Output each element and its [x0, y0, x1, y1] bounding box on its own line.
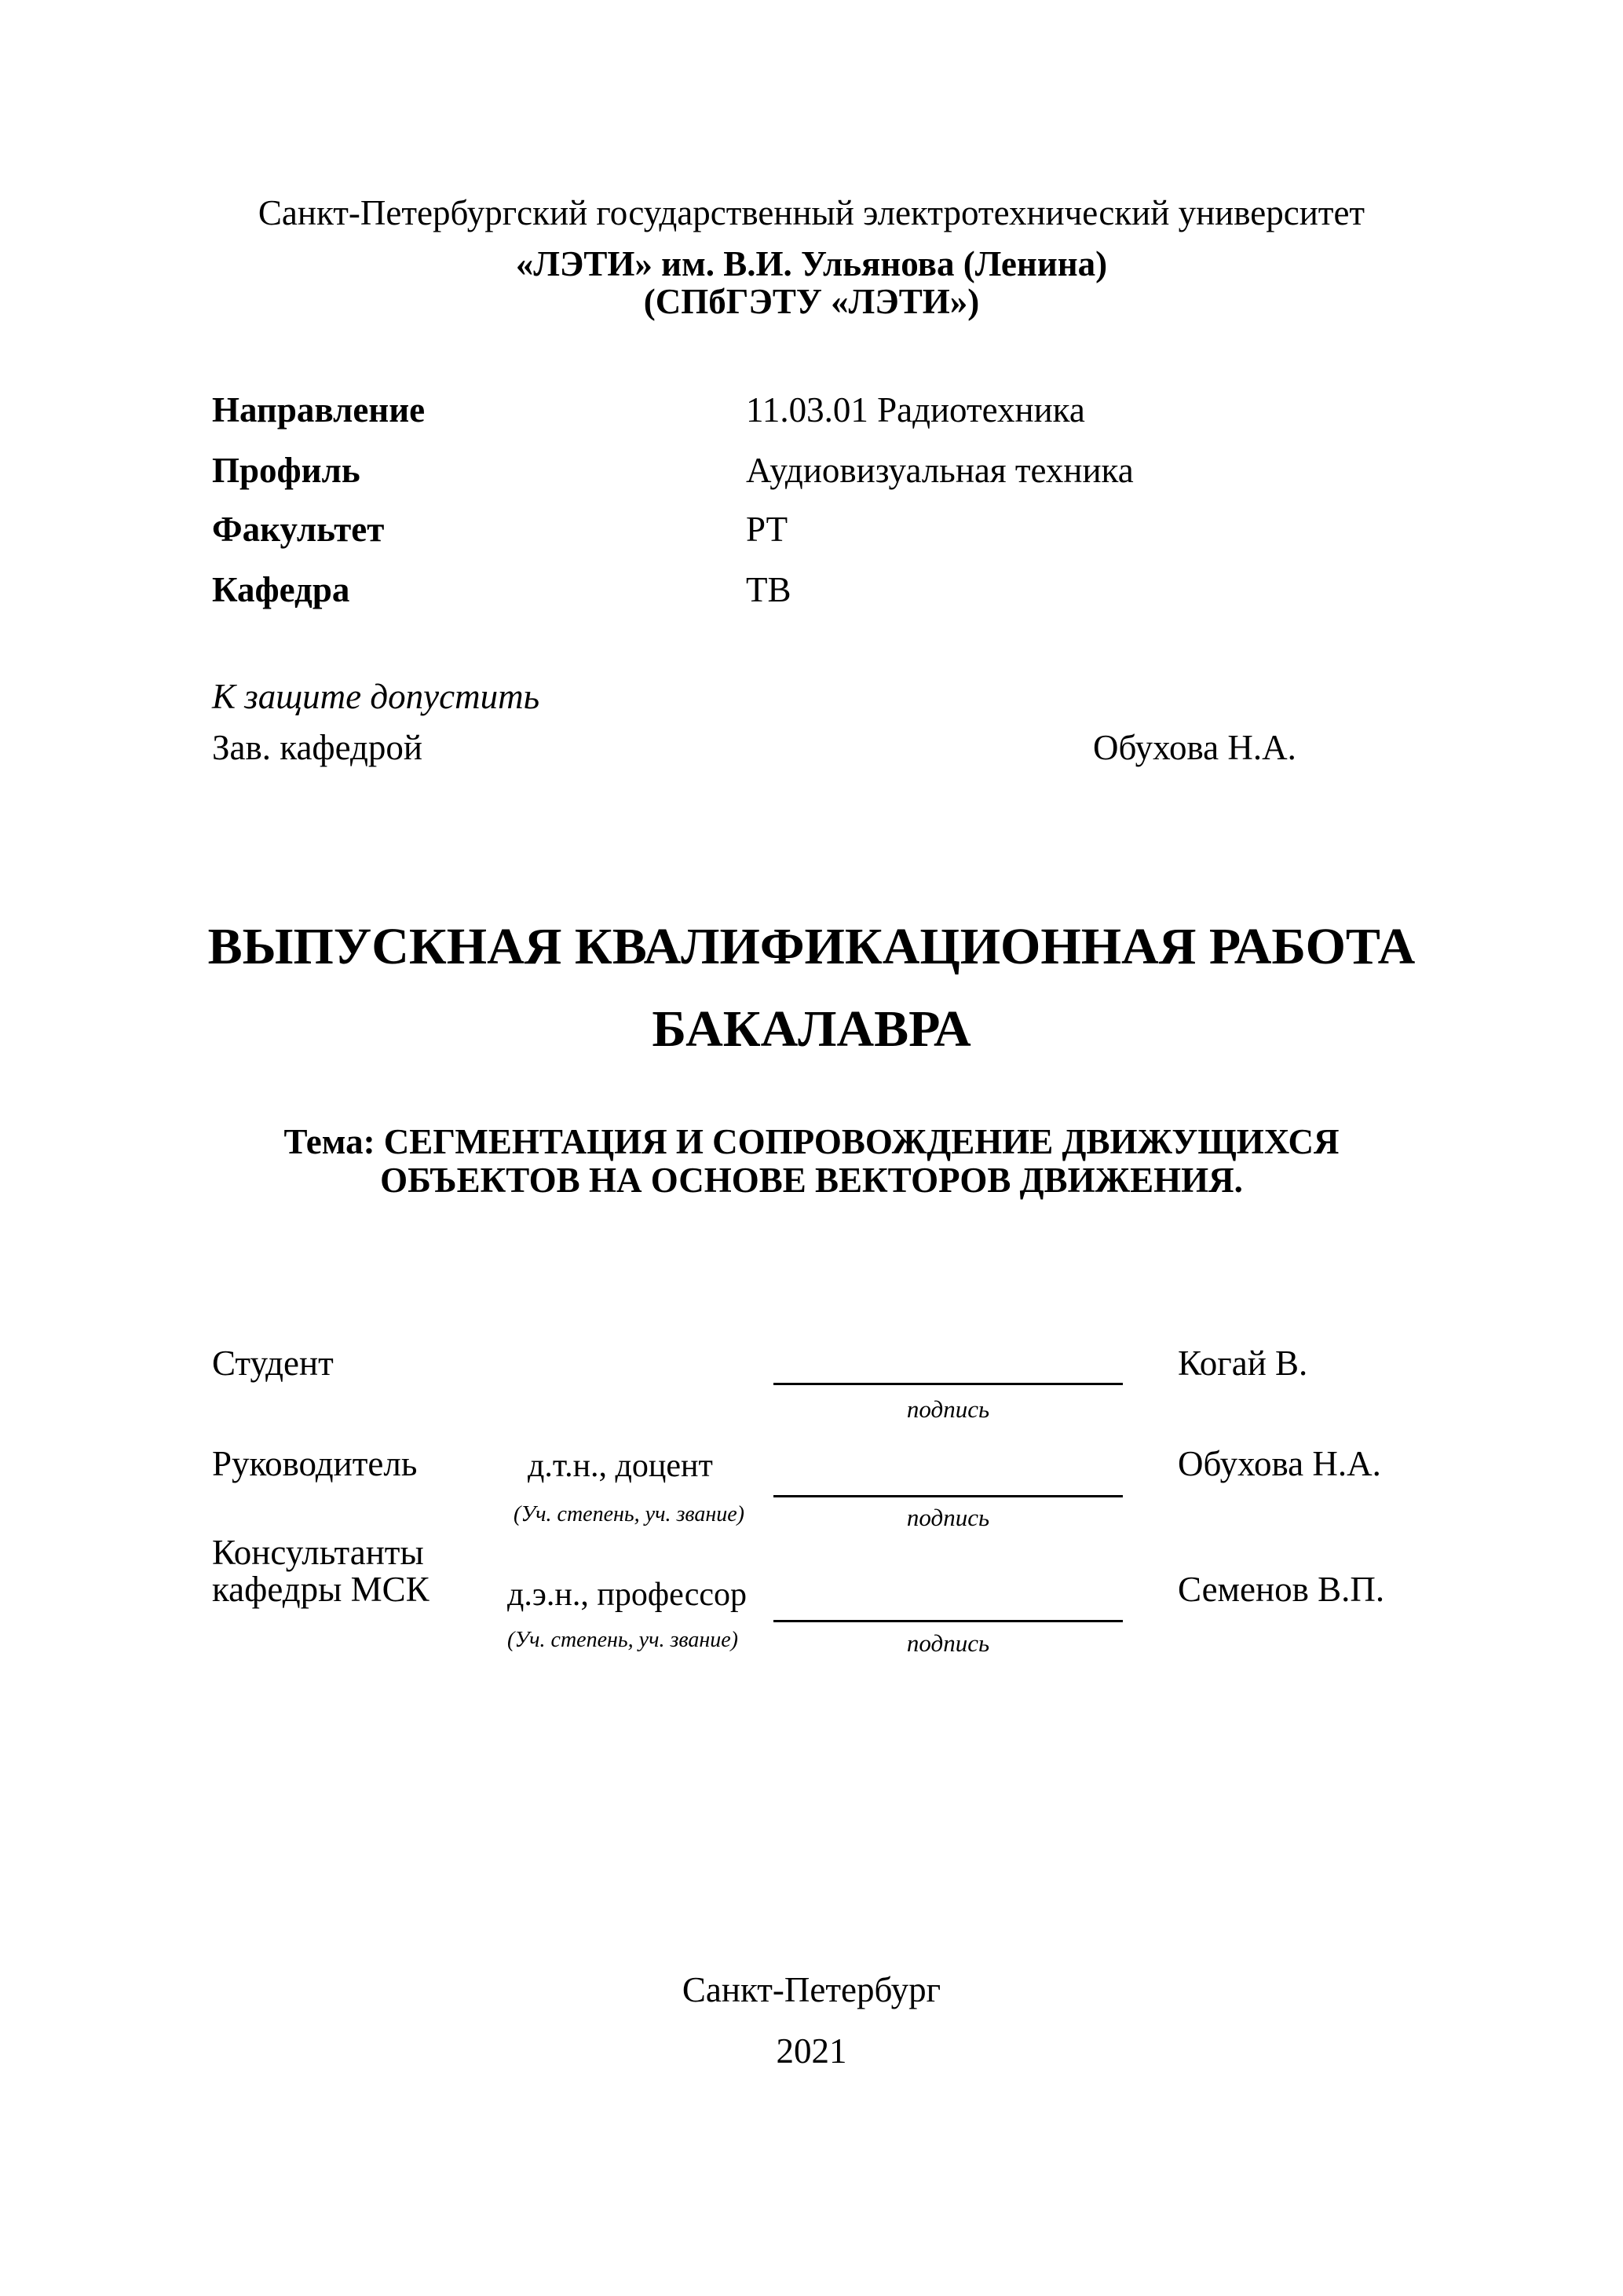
- admission-role: Зав. кафедрой: [212, 728, 422, 767]
- signature-role-student: Студент: [212, 1344, 334, 1383]
- signature-role-consultant: Консультанты: [212, 1533, 424, 1572]
- signature-caption-student: подпись: [906, 1395, 990, 1423]
- admission-name: Обухова Н.А.: [1093, 728, 1296, 767]
- university-name-leti: «ЛЭТИ» им. В.И. Ульянова (Ленина): [515, 244, 1108, 283]
- field-value-profile: Аудиовизуальная техника: [746, 451, 1134, 490]
- signature-role-supervisor: Руководитель: [212, 1444, 418, 1483]
- field-label-direction: Направление: [212, 390, 426, 430]
- field-label-department: Кафедра: [212, 570, 350, 609]
- signature-line-student: [773, 1383, 1123, 1385]
- theme-line2: ОБЪЕКТОВ НА ОСНОВЕ ВЕКТОРОВ ДВИЖЕНИЯ.: [380, 1161, 1243, 1200]
- admission-statement: К защите допустить: [212, 677, 540, 716]
- signature-role-consultant-line2: кафедры МСК: [212, 1570, 430, 1609]
- signature-degree-consultant: д.э.н., профессор: [507, 1577, 748, 1613]
- signature-degree-caption-consultant: (Уч. степень, уч. звание): [507, 1628, 738, 1652]
- university-name: Санкт-Петербургский государственный электротехнический университет: [258, 193, 1365, 232]
- field-label-profile: Профиль: [212, 451, 360, 490]
- signature-caption-supervisor: подпись: [906, 1504, 990, 1531]
- document-title-line2: БАКАЛАВРА: [652, 1000, 971, 1058]
- field-value-faculty: РТ: [746, 510, 788, 549]
- university-abbreviation: (СПбГЭТУ «ЛЭТИ»): [643, 282, 980, 321]
- signature-caption-consultant: подпись: [906, 1629, 990, 1657]
- signature-line-supervisor: [773, 1495, 1123, 1497]
- signature-name-supervisor: Обухова Н.А.: [1178, 1444, 1381, 1483]
- signature-name-student: Когай В.: [1178, 1344, 1308, 1383]
- signature-degree-supervisor: д.т.н., доцент: [528, 1448, 713, 1484]
- signature-degree-caption-supervisor: (Уч. степень, уч. звание): [514, 1502, 744, 1526]
- footer-year: 2021: [776, 2031, 847, 2071]
- field-label-faculty: Факультет: [212, 510, 385, 549]
- signature-name-consultant: Семенов В.П.: [1178, 1570, 1385, 1609]
- signature-line-consultant: [773, 1620, 1123, 1622]
- document-title-line1: ВЫПУСКНАЯ КВАЛИФИКАЦИОННАЯ РАБОТА: [207, 918, 1416, 975]
- footer-city: Санкт-Петербург: [682, 1970, 941, 2009]
- field-value-direction: 11.03.01 Радиотехника: [746, 390, 1085, 430]
- field-value-department: ТВ: [746, 570, 791, 609]
- theme-line1: Тема: СЕГМЕНТАЦИЯ И СОПРОВОЖДЕНИЕ ДВИЖУЩИХСЯ: [283, 1122, 1340, 1161]
